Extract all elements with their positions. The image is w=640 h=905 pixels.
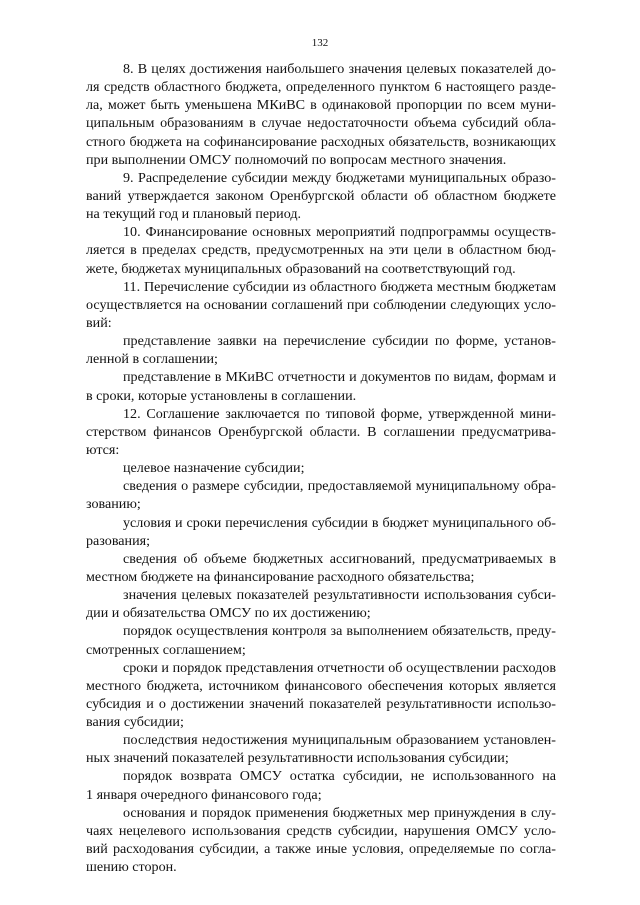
text-line: 8. В целях достижения наибольшего значения целевых показателей до- [123,61,556,77]
text-line: последствия недостижения муниципальным образованием установлен- [123,732,556,749]
text-line: при выполнении ОМСУ полномочий по вопросам местного значения. [86,151,507,168]
text-line: местном бюджете на финансирование расходного обязательства; [86,568,475,585]
paragraph-p9 [86,169,556,223]
paragraph-p12h [86,731,556,767]
text-line: разования; [86,532,151,549]
text-line: 12. Соглашение заключается по типовой форме, утвержденной мини- [123,405,556,422]
text-line: ляется в пределах средств, предусмотренных на эти цели в областном бюд- [86,242,556,259]
text-line: зованию; [86,496,141,513]
text-line: дии и обязательства ОМСУ по их достижению; [86,605,371,622]
text-line: сроки и порядок представления отчетности об осуществлении расходов [123,659,556,676]
text-line: сведения об объеме бюджетных ассигнований, предусматриваемых в [123,550,556,567]
paragraph-p12f [86,622,556,658]
text-line: ля средств областного бюджета, определенного пунктом 6 настоящего разде- [86,79,556,96]
text-line: в сроки, которые установлены в соглашении. [86,387,357,404]
text-line: условия и сроки перечисления субсидии в бюджет муниципального об- [123,514,556,531]
text-line: смотренных соглашением; [86,641,246,658]
text-line: ленной в соглашении; [86,351,218,368]
text-line: представление в МКиВС отчетности и документов по видам, формам и [123,369,556,386]
text-line: порядок осуществления контроля за выполнением обязательств, преду- [123,623,556,640]
paragraph-p11a [86,332,556,368]
text-line: осуществляется на основании соглашений при соблюдении следующих усло- [86,296,556,313]
text-line: ваний утверждается законом Оренбургской области об областном бюджете [86,187,556,204]
document-body [86,60,556,876]
text-line: вий: [86,314,112,331]
paragraph-p11b [86,368,556,404]
text-line: ла, может быть уменьшена МКиВС в одинаковой пропорции по всем муни- [86,97,556,114]
paragraph-p11 [86,278,556,332]
paragraph-p12g [86,659,556,732]
text-line: ных значений показателей результативности использования субсидии; [86,750,509,767]
paragraph-p12c [86,514,556,550]
text-line: 10. Финансирование основных мероприятий подпрограммы осуществ- [123,224,556,241]
text-line: основания и порядок применения бюджетных мер принуждения в слу- [123,804,556,821]
paragraph-p12d [86,550,556,586]
text-line: 11. Перечисление субсидии из областного бюджета местным бюджетам [123,278,556,295]
paragraph-p12j [86,804,556,877]
text-line: вания субсидии; [86,714,184,731]
text-line: 1 января очередного финансового года; [86,786,322,803]
paragraph-p12b [86,477,556,513]
paragraph-p12 [86,405,556,459]
text-line: стного бюджета на софинансирование расходных обязательств, возникающих [86,133,556,150]
paragraph-p12e [86,586,556,622]
paragraph-p8 [86,60,556,169]
text-line: вий расходования субсидии, а также иные условия, определяемые по согла- [86,841,556,858]
text-line: представление заявки на перечисление субсидии по форме, установ- [123,333,556,350]
text-line: местного бюджета, источником финансового обеспечения которых является [86,677,556,694]
text-line: целевое назначение субсидии; [123,460,305,477]
paragraph-p10 [86,223,556,277]
paragraph-p12a [86,459,556,477]
text-line: жете, бюджетах муниципальных образований на соответствующий год. [86,260,516,277]
text-line: сведения о размере субсидии, предоставляемой муниципальному обра- [123,478,556,495]
text-line: шению сторон. [86,859,177,876]
page-number: 132 [311,37,329,49]
text-line: стерством финансов Оренбургской области. В соглашении предусматрива- [86,423,556,440]
text-line: на текущий год и плановый период. [86,206,302,223]
text-line: чаях нецелевого использования средств субсидии, нарушения ОМСУ усло- [86,822,556,839]
text-line: 9. Распределение субсидии между бюджетами муниципальных образо- [123,169,556,186]
text-line: значения целевых показателей результативности использования субси- [123,587,556,604]
paragraph-p12i [86,767,556,803]
text-line: ются: [86,441,120,458]
text-line: порядок возврата ОМСУ остатка субсидии, не использованного на [123,768,556,785]
text-line: ципальным образованиям в случае недостаточности объема субсидий обла- [86,115,556,132]
text-line: субсидия и о достижении значений показателей результативности использо- [86,695,556,712]
